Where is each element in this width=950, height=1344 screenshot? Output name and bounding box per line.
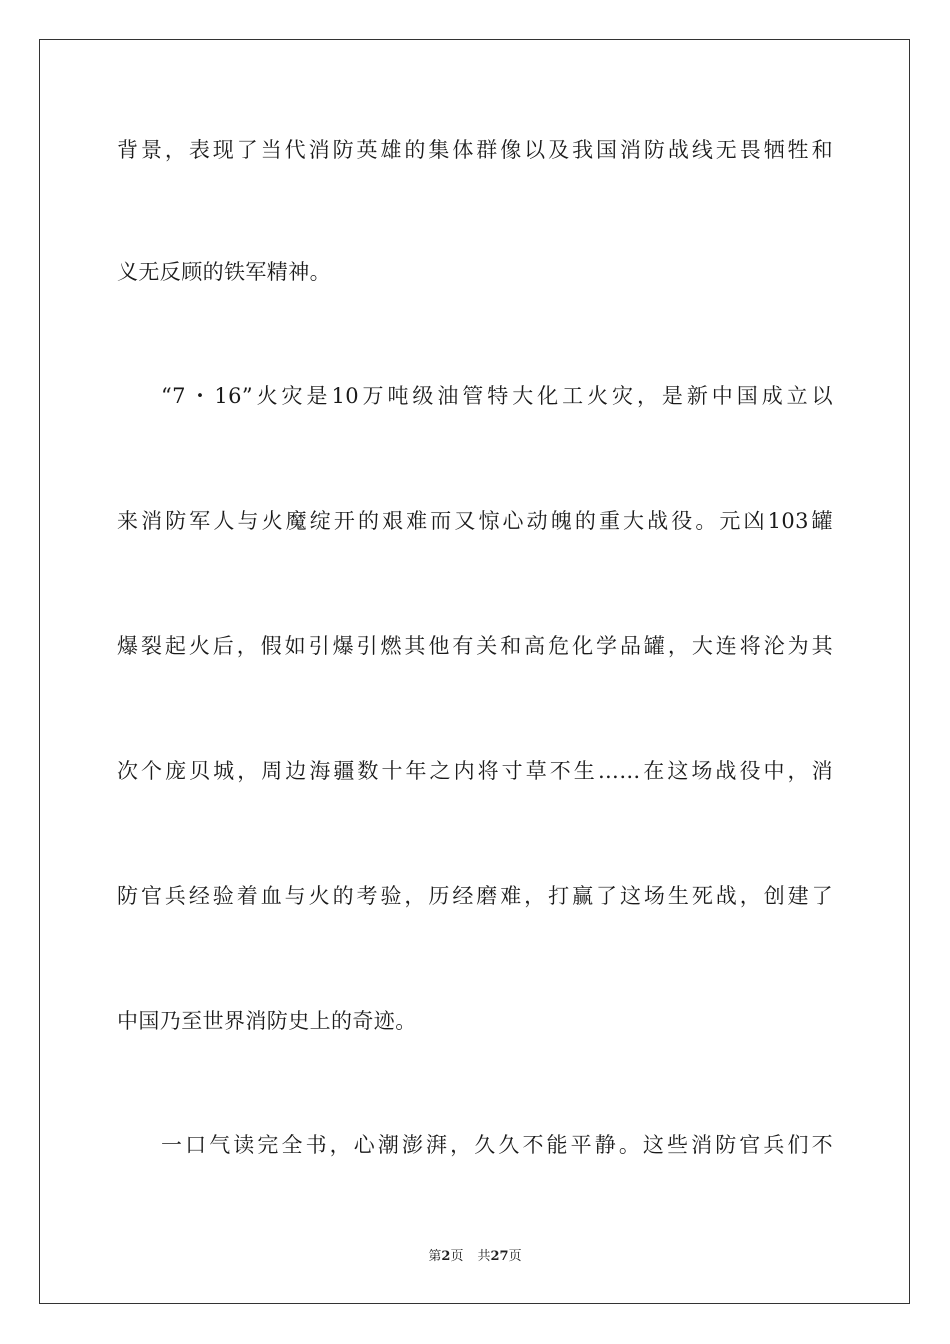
page-prefix: 第 [428, 1249, 442, 1264]
text-line-3: “7・16”火灾是10万吨级油管特大化工火灾，是新中国成立以 [161, 384, 833, 408]
text-line-1: 背景，表现了当代消防英雄的集体群像以及我国消防战线无畏牺牲和 [117, 138, 833, 162]
text-line-5: 爆裂起火后，假如引爆引燃其他有关和高危化学品罐，大连将沦为其 [117, 634, 833, 658]
page-current: 2 [441, 1249, 451, 1264]
text-line-6: 次个庞贝城，周边海疆数十年之内将寸草不生……在这场战役中，消 [117, 759, 833, 783]
page-border [39, 39, 910, 1304]
page-total: 27 [490, 1249, 509, 1264]
text-line-7: 防官兵经验着血与火的考验，历经磨难，打赢了这场生死战，创建了 [117, 884, 833, 908]
total-prefix: 共 [477, 1249, 491, 1264]
page-suffix: 页 [450, 1249, 464, 1264]
text-line-4: 来消防军人与火魔绽开的艰难而又惊心动魄的重大战役。元凶103罐 [117, 509, 833, 533]
total-suffix: 页 [508, 1249, 522, 1264]
page-footer [0, 1248, 950, 1266]
text-line-9: 一口气读完全书，心潮澎湃，久久不能平静。这些消防官兵们不 [161, 1133, 833, 1157]
text-line-8: 中国乃至世界消防史上的奇迹。 [117, 1009, 417, 1033]
text-line-2: 义无反顾的铁军精神。 [117, 260, 331, 284]
